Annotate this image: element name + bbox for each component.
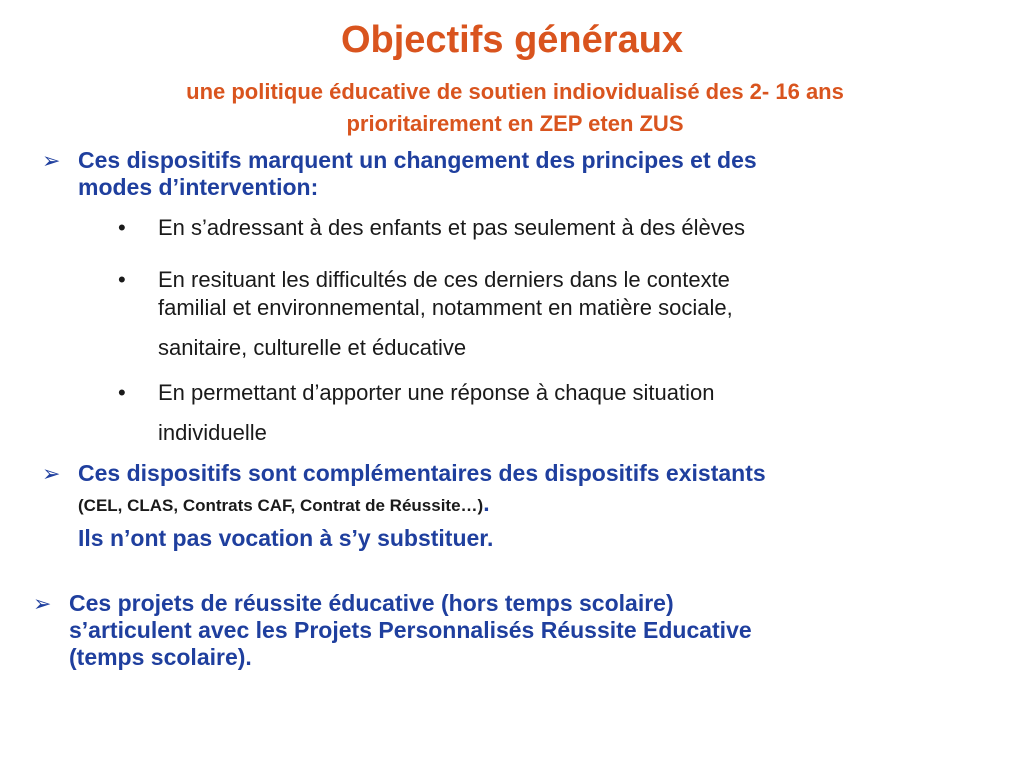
sub-item-2-line-3: sanitaire, culturelle et éducative <box>158 335 467 360</box>
point-2-line-1: Ces dispositifs sont complémentaires des dispositifs existants <box>78 460 766 486</box>
sub-item-2-line-2: familial et environnemental, notamment en matière sociale, <box>158 295 733 320</box>
point-1-line-2: modes d’intervention: <box>78 174 319 200</box>
sub-item-3 <box>158 379 715 447</box>
subtitle-line-1: une politique éducative de soutien indiovidualisé des 2- 16 ans <box>186 79 844 104</box>
point-1-line-1: Ces dispositifs marquent un changement des principes et des <box>78 147 757 173</box>
slide-subtitle <box>70 76 960 140</box>
sub-item-3-line-1: En permettant d’apporter une réponse à chaque situation <box>158 380 715 405</box>
point-2-period: . <box>483 490 490 516</box>
point-2-line-3: Ils n’ont pas vocation à s’y substituer. <box>78 525 494 551</box>
slide-title: Objectifs généraux <box>340 19 684 61</box>
arrow-bullet-icon: ➢ <box>33 591 52 616</box>
subtitle-line-2: prioritairement en ZEP eten ZUS <box>346 111 684 136</box>
arrow-bullet-icon: ➢ <box>42 461 61 486</box>
sub-item-1-line-1: En s’adressant à des enfants et pas seulement à des élèves <box>158 215 746 240</box>
sub-item-2-line-1: En resituant les difficultés de ces derniers dans le contexte <box>158 267 730 292</box>
point-1 <box>78 147 978 201</box>
point-2-line-2 <box>78 487 978 522</box>
point-3 <box>69 590 989 671</box>
point-3-line-3: (temps scolaire). <box>69 644 252 670</box>
sub-bullet-icon: • <box>118 215 126 240</box>
point-3-line-1: Ces projets de réussite éducative (hors temps scolaire) <box>69 590 674 616</box>
point-3-line-2: s’articulent avec les Projets Personnalisés Réussite Educative <box>69 617 752 643</box>
sub-item-3-line-2: individuelle <box>158 420 267 445</box>
sub-bullet-icon: • <box>118 267 126 292</box>
arrow-bullet-icon: ➢ <box>42 148 61 173</box>
point-2 <box>78 460 978 554</box>
sub-bullet-icon: • <box>118 380 126 405</box>
sub-item-1 <box>158 214 745 242</box>
sub-item-2 <box>158 266 733 362</box>
point-2-note: (CEL, CLAS, Contrats CAF, Contrat de Réussite…) <box>78 496 484 515</box>
